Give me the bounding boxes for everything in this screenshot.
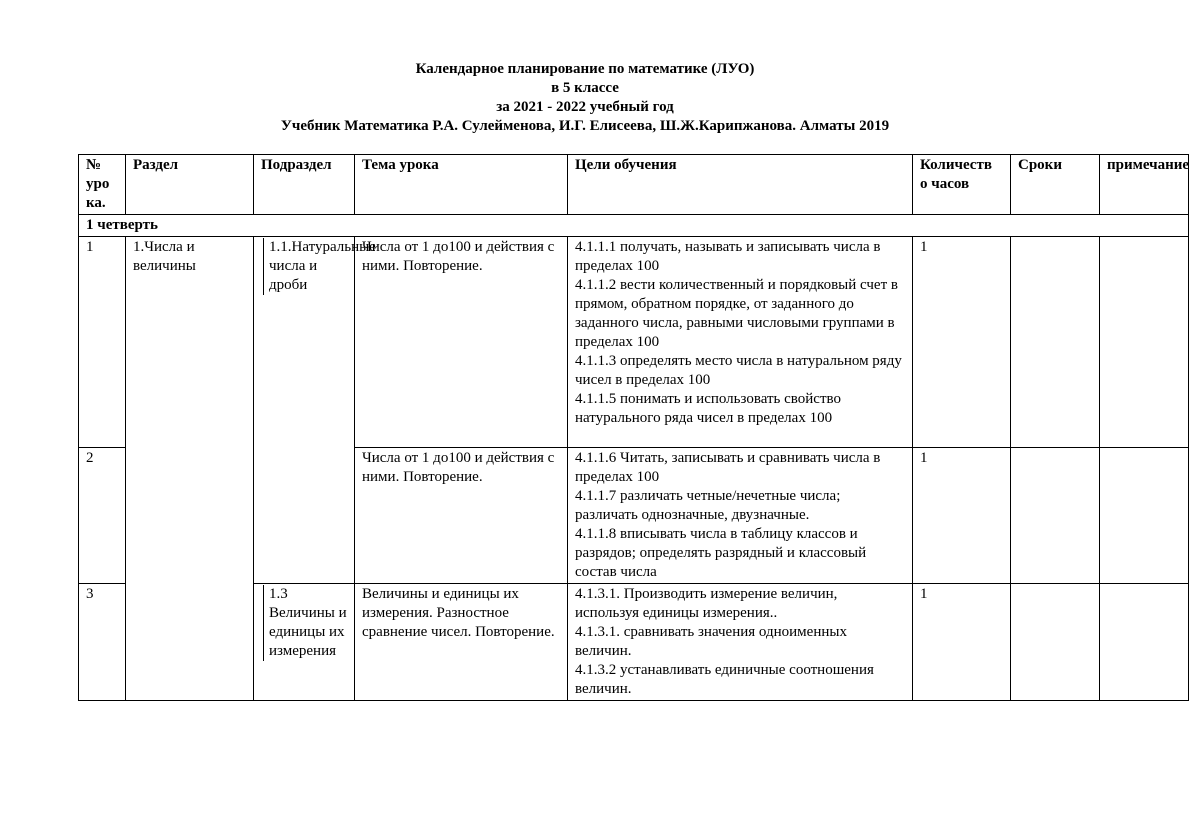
header-year: за 2021 - 2022 учебный год: [496, 99, 674, 115]
header-grade: в 5 классе: [551, 80, 619, 96]
col-header-topic: Тема урока: [355, 155, 568, 215]
lesson-topic: Величины и единицы их измерения. Разностное сравнение чисел. Повторение.: [355, 584, 568, 701]
lesson-number: 3: [79, 584, 126, 701]
col-header-subsection: Подраздел: [254, 155, 355, 215]
goal-item: 4.1.1.5 понимать и использовать свойство натурального ряда чисел в пределах 100: [575, 391, 842, 426]
learning-goals: [568, 448, 913, 584]
lesson-topic: Числа от 1 до100 и действия с ними. Повторение.: [355, 448, 568, 584]
section-cell: 1.Числа и величины: [126, 237, 254, 701]
goal-item: 4.1.3.1. сравнивать значения одноименных величин.: [575, 624, 847, 659]
subsection-cell: [254, 237, 376, 584]
goal-item: 4.1.3.1. Производить измерение величин, используя единицы измерения..: [575, 586, 838, 621]
document-header: [0, 60, 1170, 136]
goal-item: 4.1.1.1 получать, называть и записывать числа в пределах 100: [575, 239, 881, 274]
hours-cell: 1: [913, 237, 1011, 448]
header-title: Календарное планирование по математике (ЛУО): [415, 61, 755, 77]
notes-cell: [1100, 584, 1189, 701]
col-header-section: Раздел: [126, 155, 254, 215]
dates-cell: [1011, 237, 1100, 448]
table-header-row: [79, 155, 1189, 215]
lesson-topic: Числа от 1 до100 и действия с ними. Повторение.: [355, 237, 568, 448]
goal-item: 4.1.1.2 вести количественный и порядковый счет в прямом, обратном порядке, от заданного до заданного числа, равными числовыми группами в пределах 100: [575, 277, 898, 350]
col-header-dates: Сроки: [1011, 155, 1100, 215]
hours-cell: 1: [913, 448, 1011, 584]
lesson-number: 1: [79, 237, 126, 448]
subsection-text: 1.3 Величины и единицы их измерения: [263, 585, 347, 661]
col-header-notes: примечание: [1100, 155, 1189, 215]
subsection-text: 1.1.Натуральные числа и дроби: [263, 238, 347, 295]
dates-cell: [1011, 584, 1100, 701]
goal-item: 4.1.1.8 вписывать числа в таблицу классов и разрядов; определять разрядный и классовый состав числа: [575, 526, 867, 580]
planning-table: [78, 154, 1189, 701]
hours-cell: 1: [913, 584, 1011, 701]
learning-goals: [568, 584, 913, 701]
quarter-row: [79, 215, 1189, 237]
dates-cell: [1011, 448, 1100, 584]
subsection-cell: [254, 584, 355, 701]
notes-cell: [1100, 237, 1189, 448]
col-header-hours: Количеств о часов: [913, 155, 1011, 215]
learning-goals: [568, 237, 913, 448]
goal-item: 4.1.1.6 Читать, записывать и сравнивать числа в пределах 100: [575, 450, 881, 485]
goal-item: 4.1.1.3 определять место числа в натуральном ряду чисел в пределах 100: [575, 353, 902, 388]
table-row: [79, 237, 1189, 448]
col-header-goals: Цели обучения: [568, 155, 913, 215]
goal-item: 4.1.3.2 устанавливать единичные соотношения величин.: [575, 662, 874, 697]
notes-cell: [1100, 448, 1189, 584]
header-textbook: Учебник Математика Р.А. Сулейменова, И.Г. Елисеева, Ш.Ж.Карипжанова. Алматы 2019: [280, 118, 890, 134]
col-header-number: № уро ка.: [79, 155, 126, 215]
quarter-label: 1 четверть: [79, 215, 1189, 237]
goal-item: 4.1.1.7 различать четные/нечетные числа; различать однозначные, двузначные.: [575, 488, 841, 523]
lesson-number: 2: [79, 448, 126, 584]
